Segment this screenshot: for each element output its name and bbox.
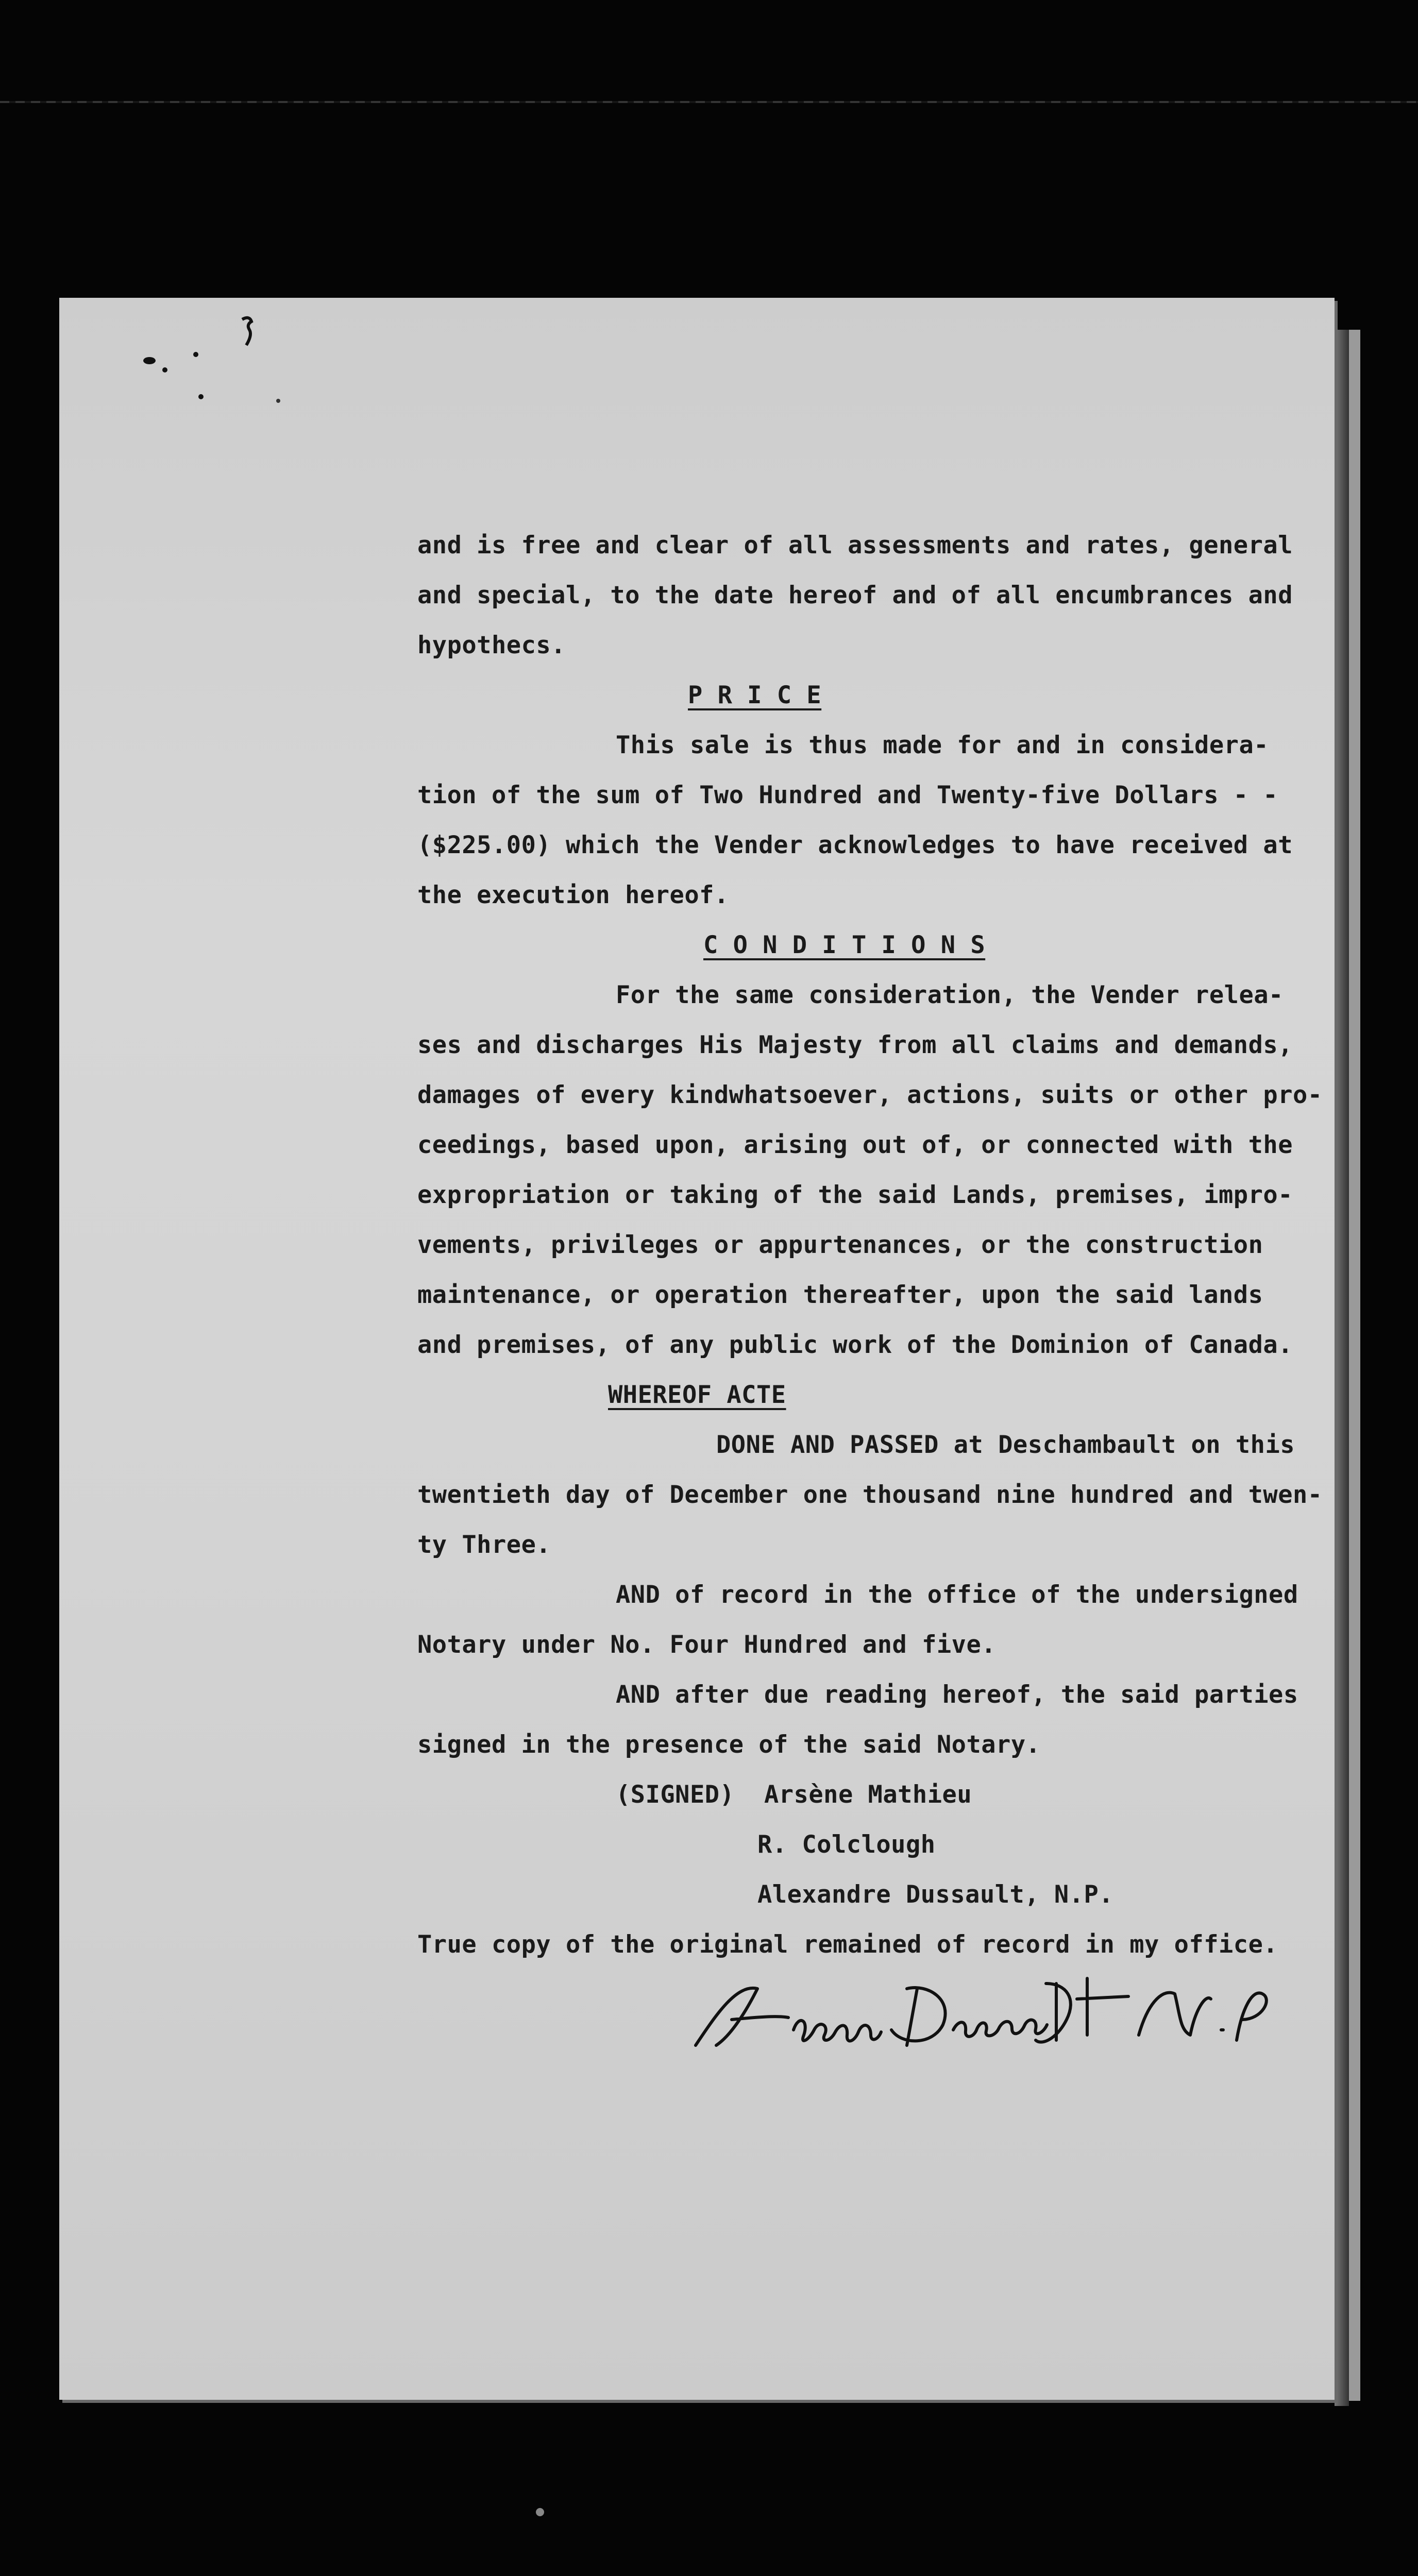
text-line: AND after due reading hereof, the said parties xyxy=(616,1681,1298,1709)
text-line: For the same consideration, the Vender relea- xyxy=(616,981,1284,1009)
text-line: DONE AND PASSED at Deschambault on this xyxy=(716,1431,1295,1459)
text-line: the execution hereof. xyxy=(417,881,729,909)
scan-edge-rule xyxy=(0,101,1418,103)
handwritten-signature xyxy=(685,1968,1278,2056)
signatory-line: (SIGNED) Arsène Mathieu xyxy=(616,1781,972,1809)
heading-conditions: C O N D I T I O N S xyxy=(703,931,986,959)
text-line: ceedings, based upon, arising out of, or connected with the xyxy=(417,1131,1293,1159)
text-line: and is free and clear of all assessments and rates, general xyxy=(417,531,1293,560)
signatory-line: Alexandre Dussault, N.P. xyxy=(757,1880,1114,1909)
text-line: Notary under No. Four Hundred and five. xyxy=(417,1631,997,1659)
text-line: maintenance, or operation thereafter, upon the said lands xyxy=(417,1281,1263,1309)
text-line: expropriation or taking of the said Lands, premises, impro- xyxy=(417,1181,1293,1209)
ink-specks xyxy=(129,309,294,422)
text-line: hypothecs. xyxy=(417,631,566,659)
text-line: This sale is thus made for and in considera- xyxy=(616,731,1269,759)
scan-speck xyxy=(536,2508,544,2516)
heading-price: P R I C E xyxy=(688,681,822,709)
text-line: and special, to the date hereof and of all encumbrances and xyxy=(417,581,1293,609)
text-line: vements, privileges or appurtenances, or the construction xyxy=(417,1231,1263,1259)
document-text xyxy=(417,520,1345,1970)
signatory-line: R. Colclough xyxy=(757,1831,936,1859)
text-line: damages of every kindwhatsoever, actions, suits or other pro- xyxy=(417,1081,1323,1109)
certification-line: True copy of the original remained of record in my office. xyxy=(417,1930,1278,1959)
text-line: and premises, of any public work of the Dominion of Canada. xyxy=(417,1331,1293,1359)
heading-whereof-acte: WHEREOF ACTE xyxy=(608,1381,786,1409)
text-line: ty Three. xyxy=(417,1531,551,1559)
text-line: AND of record in the office of the undersigned xyxy=(616,1581,1298,1609)
text-line: ses and discharges His Majesty from all claims and demands, xyxy=(417,1031,1293,1059)
text-line: ($225.00) which the Vender acknowledges to have received at xyxy=(417,831,1293,859)
text-line: twentieth day of December one thousand nine hundred and twen- xyxy=(417,1481,1323,1509)
text-line: tion of the sum of Two Hundred and Twenty-five Dollars - - xyxy=(417,781,1278,809)
text-line: signed in the presence of the said Notary. xyxy=(417,1731,1041,1759)
